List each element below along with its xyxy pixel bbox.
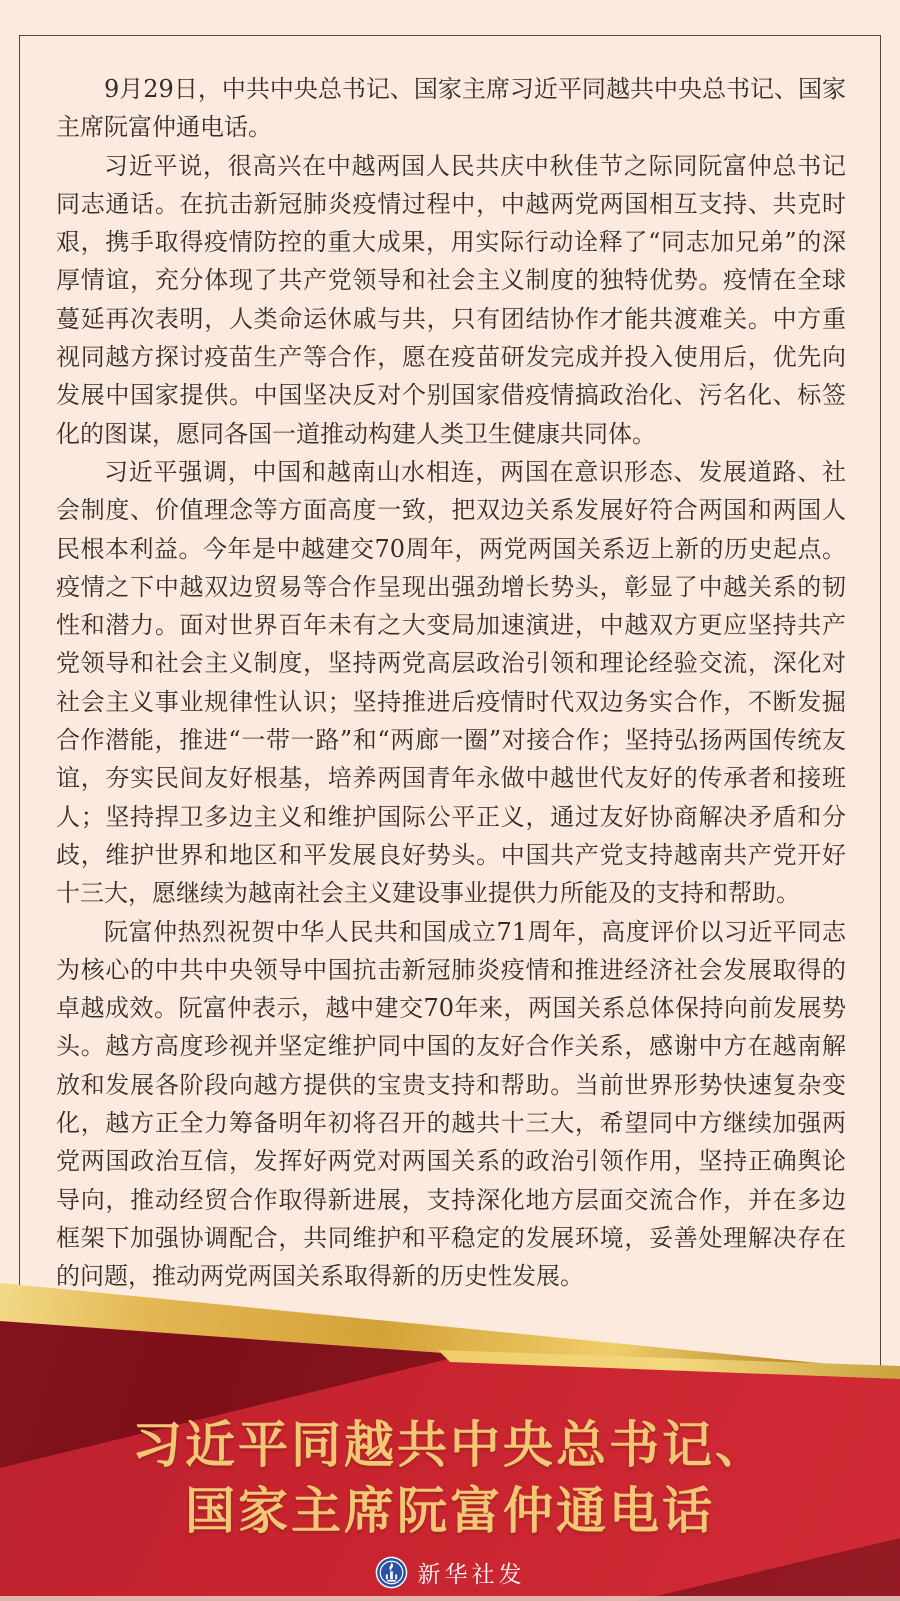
article-frame [19,35,881,1390]
banner-title [0,1412,900,1544]
paragraph-xi-remarks-2: 习近平强调，中国和越南山水相连，两国在意识形态、发展道路、社会制度、价值理念等方面高度一致，把双边关系发展好符合两国和两国人民根本利益。今年是中越建交70周年，两党两国关系迈上新的历史起点。疫情之下中越双边贸易等合作呈现出强劲增长势头，彰显了中越关系的韧性和潜力。面对世界百年未有之大变局加速演进，中越双方更应坚持共产党领导和社会主义制度，坚持两党高层政治引领和理论经验交流，深化对社会主义事业规律性认识；坚持推进后疫情时代双边务实合作，不断发掘合作潜能，推进“一带一路”和“两廊一圈”对接合作；坚持弘扬两国传统友谊，夯实民间友好根基，培养两国青年永做中越世代友好的传承者和接班人；坚持捍卫多边主义和维护国际公平正义，通过友好协商解决矛盾和分歧，维护世界和地区和平发展良好势头。中国共产党支持越南共产党开好十三大，愿继续为越南社会主义建设事业提供力所能及的支持和帮助。 [56,457,846,908]
xinhua-logo-icon [375,1556,408,1589]
paragraph-dateline: 9月29日，中共中央总书记、国家主席习近平同越共中央总书记、国家主席阮富仲通电话。 [56,75,846,142]
paragraph-nguyen-remarks: 阮富仲热烈祝贺中华人民共和国成立71周年，高度评价以习近平同志为核心的中共中央领导中国抗击新冠肺炎疫情和推进经济社会发展取得的卓越成效。阮富仲表示，越中建交70年来，两国关系总体保持向前发展势头。越方高度珍视并坚定维护同中国的友好合作关系，感谢中方在越南解放和发展各阶段向越方提供的宝贵支持和帮助。当前世界形势快速复杂变化，越方正全力筹备明年初将召开的越共十三大，希望同中方继续加强两党两国政治互信，发挥好两党对两国关系的政治引领作用，坚持正确舆论导向，推动经贸合作取得新进展，支持深化地方层面交流合作，并在多边框架下加强协调配合，共同维护和平稳定的发展环境，妥善处理解决存在的问题，推动两党两国关系取得新的历史性发展。 [56,917,846,1291]
banner-title-line-2: 国家主席阮富仲通电话 [185,1481,715,1540]
article-text [56,70,846,1296]
banner-title-line-1: 习近平同越共中央总书记、 [132,1415,768,1474]
paragraph-xi-remarks-1: 习近平说，很高兴在中越两国人民共庆中秋佳节之际同阮富仲总书记同志通话。在抗击新冠肺炎疫情过程中，中越两党两国相互支持、共克时艰，携手取得疫情防控的重大成果，用实际行动诠释了“同志加兄弟”的深厚情谊，充分体现了共产党领导和社会主义制度的独特优势。疫情在全球蔓延再次表明，人类命运休戚与共，只有团结协作才能共渡难关。中方重视同越方探讨疫苗生产等合作，愿在疫苗研发完成并投入使用后，优先向发展中国家提供。中国坚决反对个别国家借疫情搞政治化、污名化、标签化的图谋，愿同各国一道推动构建人类卫生健康共同体。 [56,151,846,448]
credit-row [0,1556,900,1589]
credit-label: 新华社发 [417,1562,526,1588]
